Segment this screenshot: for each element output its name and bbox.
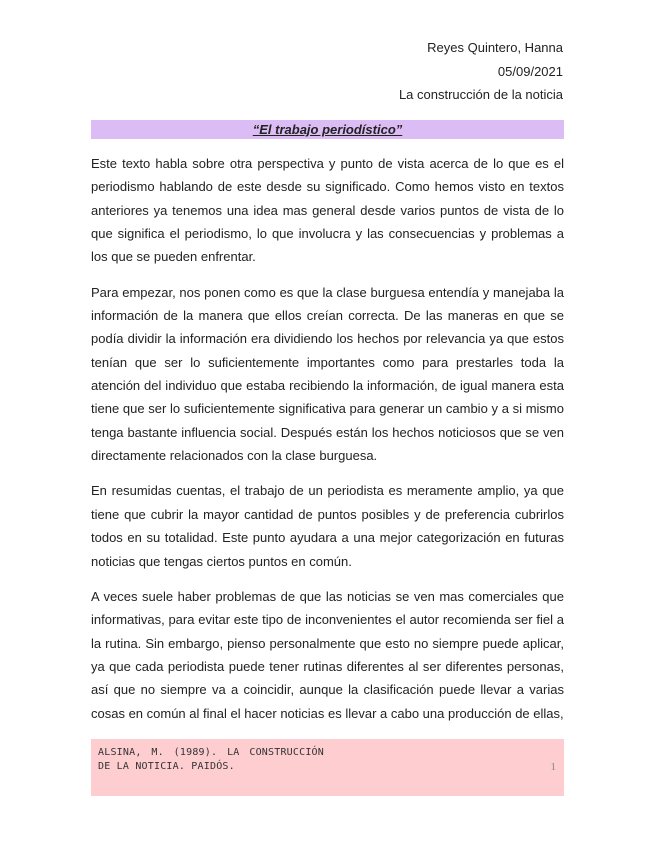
paragraph: Este texto habla sobre otra perspectiva y punto de vista acerca de lo que es el periodismo hablando de este desde su significado. Como hemos visto en textos anteriores ya tenemos una idea mas general desde varios puntos de vista de lo que significa el periodismo, lo que involucra y las consecuencias y problemas a los que se pueden enfrentar. [91, 156, 564, 265]
author-name: Reyes Quintero, Hanna [427, 40, 563, 55]
paragraph: En resumidas cuentas, el trabajo de un periodista es meramente amplio, ya que tiene que cubrir la mayor cantidad de puntos posibles y de preferencia cubrirlos todos en su totalidad. Este punto ayudara a una mejor categorización en futuras noticias que tengas ciertos puntos en común. [91, 483, 564, 569]
document-body [91, 152, 564, 737]
page-footer [91, 739, 564, 796]
paragraph: A veces suele haber problemas de que las noticias se ven mas comerciales que informativas, para evitar este tipo de inconvenientes el autor recomienda ser fiel a la rutina. Sin embargo, pienso personalmente que esto no siempre puede aplicar, ya que cada periodista puede tener rutinas diferentes al ser diferentes personas, así que no siempre va a coincidir, aunque la clasificación puede llevar a varias cosas en común al final el hacer noticias es llevar a cabo una producción de ellas, [91, 588, 564, 721]
paragraph: Para empezar, nos ponen como es que la clase burguesa entendía y manejaba la información de la manera que ellos creían correcta. De las maneras en que se podía dividir la información era dividiendo los hechos por relevancia ya que estos tenían que ser lo suficientemente importantes como para prestarles toda la atención del individuo que estaba recibiendo la información, de igual manera esta tiene que ser lo suficientemente significativa para generar un cambio y a si mismo tenga bastante influencia social. Después están los hechos noticiosos que se ven directamente relacionados con la clase burguesa. [91, 284, 564, 464]
page-number: 1 [550, 761, 556, 773]
bibliographic-reference: ALSINA, M. (1989). LA CONSTRUCCIÓN DE LA NOTICIA. PAIDÓS. [98, 747, 324, 772]
document-date: 05/09/2021 [497, 63, 563, 79]
document-title: “El trabajo periodístico” [91, 120, 564, 139]
document-subject: La construcción de la noticia [398, 87, 563, 102]
document-header [399, 36, 563, 107]
